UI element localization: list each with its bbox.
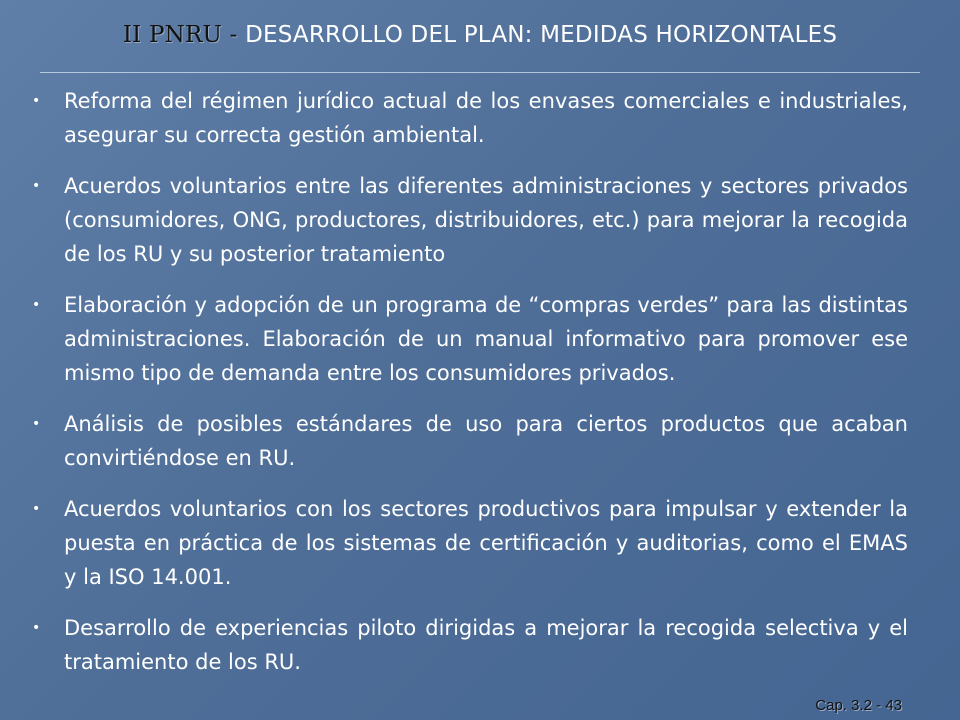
bullet-list <box>30 84 908 696</box>
bullet-text: Desarrollo de experiencias piloto dirigidas a mejorar la recogida selectiva y el tratamiento de los RU. <box>64 616 908 674</box>
bullet-text: Análisis de posibles estándares de uso para ciertos productos que acaban convirtiéndose en RU. <box>64 412 908 470</box>
slide-title <box>0 22 960 48</box>
bullet-marker: • <box>32 501 41 517</box>
bullet-text: Elaboración y adopción de un programa de “compras verdes” para las distintas administraciones. Elaboración de un manual informativo para promover ese mismo tipo de demanda entre los consumidores privados. <box>64 293 908 385</box>
page-reference: Cap. 3.2 - 43 <box>815 697 902 714</box>
bullet-item <box>30 611 908 679</box>
bullet-marker: • <box>32 178 41 194</box>
bullet-item <box>30 84 908 152</box>
bullet-item <box>30 288 908 390</box>
bullet-marker: • <box>32 416 41 432</box>
bullet-text: Acuerdos voluntarios entre las diferentes administraciones y sectores privados (consumidores, ONG, productores, distribuidores, etc.) para mejorar la recogida de los RU y su posterior tratamiento <box>64 174 908 266</box>
bullet-item <box>30 169 908 271</box>
bullet-item <box>30 407 908 475</box>
title-divider <box>40 72 920 73</box>
title-prefix: II PNRU - <box>122 22 246 48</box>
bullet-marker: • <box>32 93 41 109</box>
bullet-marker: • <box>32 297 41 313</box>
bullet-item <box>30 492 908 594</box>
bullet-text: Reforma del régimen jurídico actual de los envases comerciales e industriales, asegurar su correcta gestión ambiental. <box>64 89 908 147</box>
title-main: DESARROLLO DEL PLAN: MEDIDAS HORIZONTALES <box>245 22 838 48</box>
bullet-marker: • <box>32 620 41 636</box>
bullet-text: Acuerdos voluntarios con los sectores productivos para impulsar y extender la puesta en práctica de los sistemas de certificación y auditorias, como el EMAS y la ISO 14.001. <box>64 497 908 589</box>
